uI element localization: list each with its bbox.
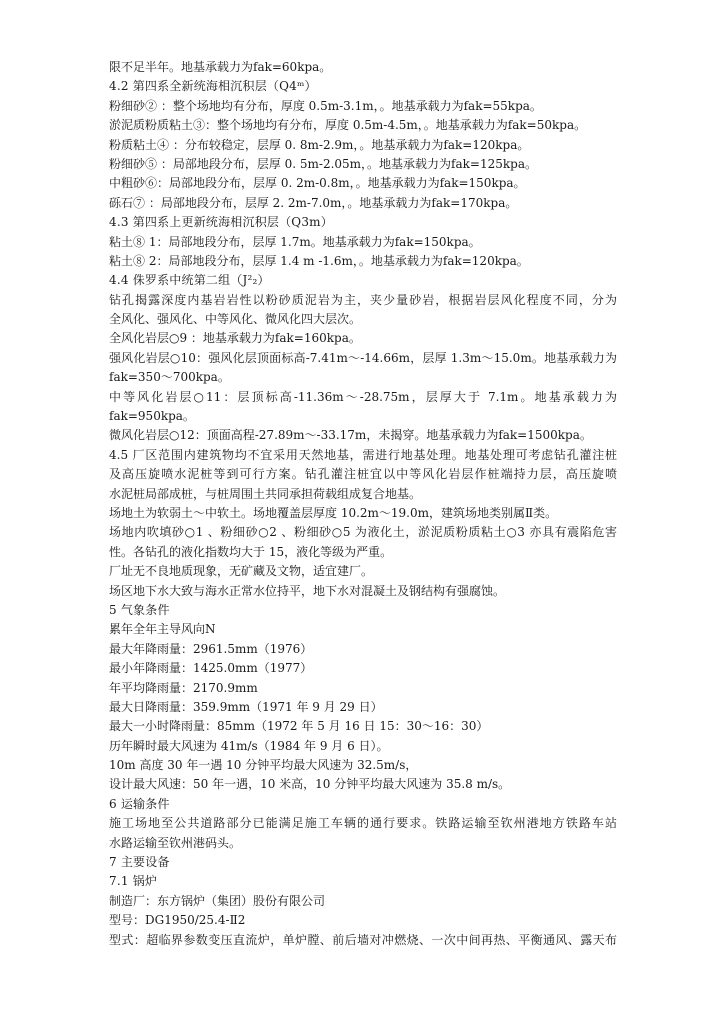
text-line: 砾石⑦ ：局部地段分布，层厚 2. 2m-7.0m，。地基承载力为fak=170kpa。 xyxy=(109,195,518,210)
text-line: 场地内吹填砂○1 、粉细砂○2 、粉细砂○5 为液化土，淤泥质粉质粘土○3 亦具有震陷危害 xyxy=(109,525,617,540)
text-line: 全风化、强风化、中等风化、微风化四大层次。 xyxy=(109,312,362,327)
text-line: 淤泥质粉质粘土③：整个场地均有分布，厚度 0.5m-4.5m，。地基承载力为fak=50kpa。 xyxy=(109,118,587,133)
text-line: fak=350～700kpa。 xyxy=(109,370,230,385)
text-line: 设计最大风速：50 年一遇，10 米高，10 分钟平均最大风速为 35.8 m/s。 xyxy=(109,777,511,792)
text-line: 粉细砂⑤ ：局部地段分布，层厚 0. 5m-2.05m，。地基承载力为fak=125kpa。 xyxy=(109,156,537,171)
text-line: 水路运输至钦州港码头。 xyxy=(109,835,242,850)
section-heading: 6 运输条件 xyxy=(109,796,170,811)
text-line: 全风化岩层○9 ：地基承载力为fak=160kpa。 xyxy=(109,331,361,346)
text-line: 年平均降雨量：2170.9mm xyxy=(109,680,258,695)
text-line: 最大日降雨量：359.9mm（1971 年 9 月 29 日） xyxy=(109,699,383,714)
section-heading: 4.4 侏罗系中统第二组（J²₂） xyxy=(109,273,270,288)
section-heading: 7.1 锅炉 xyxy=(109,874,158,889)
text-line: 场地土为软弱土～中软土。场地覆盖层厚度 10.2m～19.0m，建筑场地类别属Ⅱ类。 xyxy=(109,505,558,520)
text-line: 制造厂：东方锅炉（集团）股份有限公司 xyxy=(109,893,326,908)
document-page xyxy=(109,58,617,950)
text-line: 型式：超临界参数变压直流炉，单炉膛、前后墙对冲燃烧、一次中间再热、平衡通风、露天布 xyxy=(109,932,617,947)
section-heading: 5 气象条件 xyxy=(109,602,170,617)
text-line: 施工场地至公共道路部分已能满足施工车辆的通行要求。铁路运输至钦州港地方铁路车站 xyxy=(109,816,617,831)
text-line: 及高压旋喷水泥桩等到可行方案。钻孔灌注桩宜以中等风化岩层作桩端持力层，高压旋喷 xyxy=(109,467,617,482)
text-line: 微风化岩层○12：顶面高程-27.89m～-33.17m，未揭穿。地基承载力为fak=1500kpa。 xyxy=(109,428,592,443)
text-line: 型号：DG1950/25.4-Ⅱ2 xyxy=(109,913,246,928)
text-line: 厂址无不良地质现象，无矿藏及文物，适宜建厂。 xyxy=(109,564,374,579)
text-line: 粘土⑧ 1：局部地段分布，层厚 1.7m。地基承载力为fak=150kpa。 xyxy=(109,234,481,249)
text-line: 粘土⑧ 2：局部地段分布，层厚 1.4 m -1.6m，。地基承载力为fak=120kpa。 xyxy=(109,253,529,268)
text-line: 最大一小时降雨量：85mm（1972 年 5 月 16 日 15：30～16：30） xyxy=(109,719,489,734)
text-line: 最小年降雨量：1425.0mm（1977） xyxy=(109,661,313,676)
text-line: fak=950kpa。 xyxy=(109,409,195,424)
text-line: 水泥桩局部成桩，与桩周围土共同承担荷载组成复合地基。 xyxy=(109,486,422,501)
section-heading: 4.3 第四系上更新统海相沉积层（Q3m） xyxy=(109,215,333,230)
text-line: 场区地下水大致与海水正常水位持平，地下水对混凝土及钢结构有强腐蚀。 xyxy=(109,583,506,598)
text-line: 强风化岩层○10：强风化层顶面标高-7.41m～-14.66m，层厚 1.3m～15.0m。地基承载力为 xyxy=(109,350,617,365)
section-heading: 4.2 第四系全新统海相沉积层（Q4ᵐ） xyxy=(109,79,317,94)
text-line: 中等风化岩层○11：层顶标高-11.36m～-28.75m，层厚大于 7.1m。地基承载力为 xyxy=(109,389,617,404)
text-line: 历年瞬时最大风速为 41m/s（1984 年 9 月 6 日）。 xyxy=(109,738,389,753)
text-line: 限不足半年。地基承载力为fak=60kpa。 xyxy=(109,60,332,74)
section-heading: 7 主要设备 xyxy=(109,855,170,870)
text-line: 10m 高度 30 年一遇 10 分钟平均最大风速为 32.5m/s， xyxy=(109,758,418,773)
text-line: 中粗砂⑥：局部地段分布，层厚 0. 2m-0.8m，。地基承载力为fak=150kpa。 xyxy=(109,176,526,191)
text-line: 性。各钻孔的液化指数均大于 15，液化等级为严重。 xyxy=(109,544,393,559)
text-line: 钻孔揭露深度内基岩岩性以粉砂质泥岩为主，夹少量砂岩，根据岩层风化程度不同，分为 xyxy=(109,292,617,307)
text-line: 粉质粘土④ ：分布较稳定，层厚 0. 8m-2.9m，。地基承载力为fak=120kpa。 xyxy=(109,137,530,152)
text-line: 最大年降雨量：2961.5mm（1976） xyxy=(109,641,313,656)
text-line: 4.5 厂区范围内建筑物均不宜采用天然地基，需进行地基处理。地基处理可考虑钻孔灌注桩 xyxy=(109,447,617,462)
text-line: 累年全年主导风向N xyxy=(109,622,216,637)
text-line: 粉细砂② ：整个场地均有分布，厚度 0.5m-3.1m，。地基承载力为fak=55kpa。 xyxy=(109,98,542,113)
